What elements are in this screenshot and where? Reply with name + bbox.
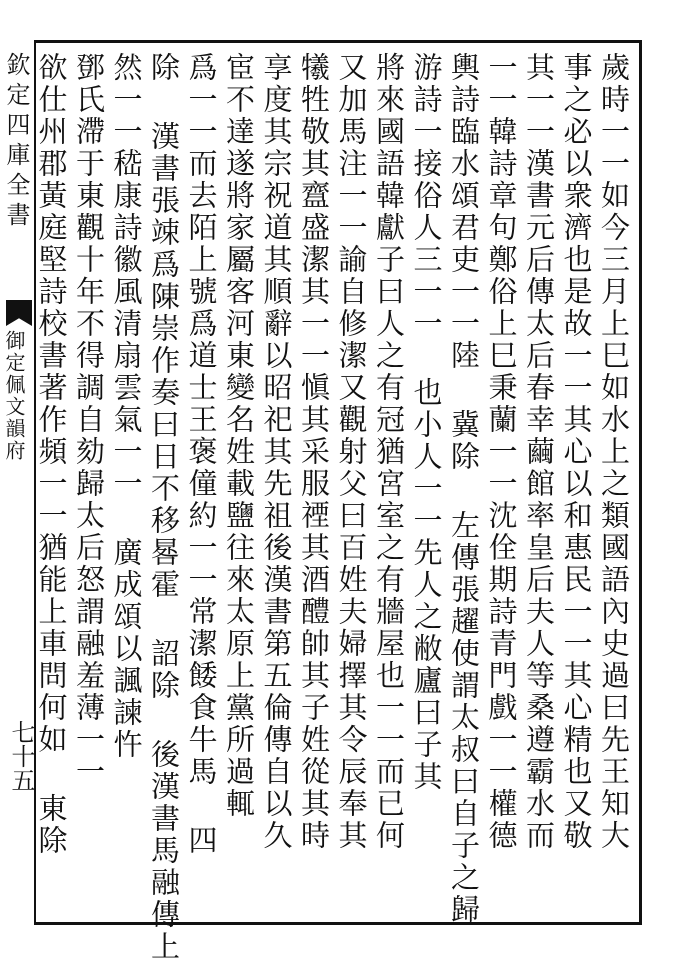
text-column: 將來國語韓獻子曰人之有冠猶宮室之有牆屋也一一而已何	[372, 52, 406, 852]
frame-top-rule	[36, 40, 641, 43]
text-column: 享度其宗祝道其順辭以昭祀其先祖後漢書第五倫傳自以久	[259, 52, 294, 852]
text-column: 事之必以衆濟也是故一一其心以和惠民一一其心精也又敬	[559, 52, 594, 852]
text-column: 一一韓詩章句鄭俗上巳秉蘭一一沈佺期詩青門戲一一權德	[484, 52, 519, 852]
page-number: 七十五	[7, 720, 35, 792]
text-column: 其一一漢書元后傳太后春幸繭館率皇后夫人等桑遵霸水而	[522, 52, 556, 852]
text-column: 欲仕州郡黃庭堅詩校書著作頻一一猶能上車問何如 東除	[34, 52, 69, 857]
text-column: 鄧氏滯于東觀十年不得調自劾歸太后怒謂融羞薄一一	[72, 52, 106, 788]
text-column: 宦不達遂將家屬客河東變名姓載鹽往來太原上黨所過輒	[222, 52, 256, 820]
text-column: 除 漢書張竦爲陳崇作奏曰日不移晷霍 詔除 後漢書馬融傳上	[147, 52, 181, 963]
text-column: 然一一嵇康詩徽風清扇雲氣一一 廣成頌以諷諫忤	[109, 52, 144, 761]
frame-bottom-rule	[36, 922, 641, 925]
text-column: 歲時一一如今三月上巳如水上之類國語內史過曰先王知大	[597, 52, 631, 852]
text-column: 犧牲敬其齍盛潔其一一愼其采服禋其酒醴帥其子姓從其時	[297, 52, 331, 852]
text-column: 又加馬注一一諭自修潔又觀射父曰百姓夫婦擇其令辰奉其	[334, 52, 369, 852]
text-column: 輿詩臨水頌君吏一一陸 冀除 左傳張趯使謂太叔曰自子之歸	[447, 52, 481, 926]
text-column: 爲一一而去陌上號爲道士王褒僮約一一常潔餧食牛馬 四	[184, 52, 219, 857]
book-subtitle: 御定佩文韻府	[2, 330, 26, 462]
text-column: 游詩一接俗人三一一 也小人一一先人之敝廬曰子其	[409, 52, 444, 793]
book-title: 欽定四庫全書	[2, 52, 30, 232]
frame-right-rule	[639, 40, 642, 925]
